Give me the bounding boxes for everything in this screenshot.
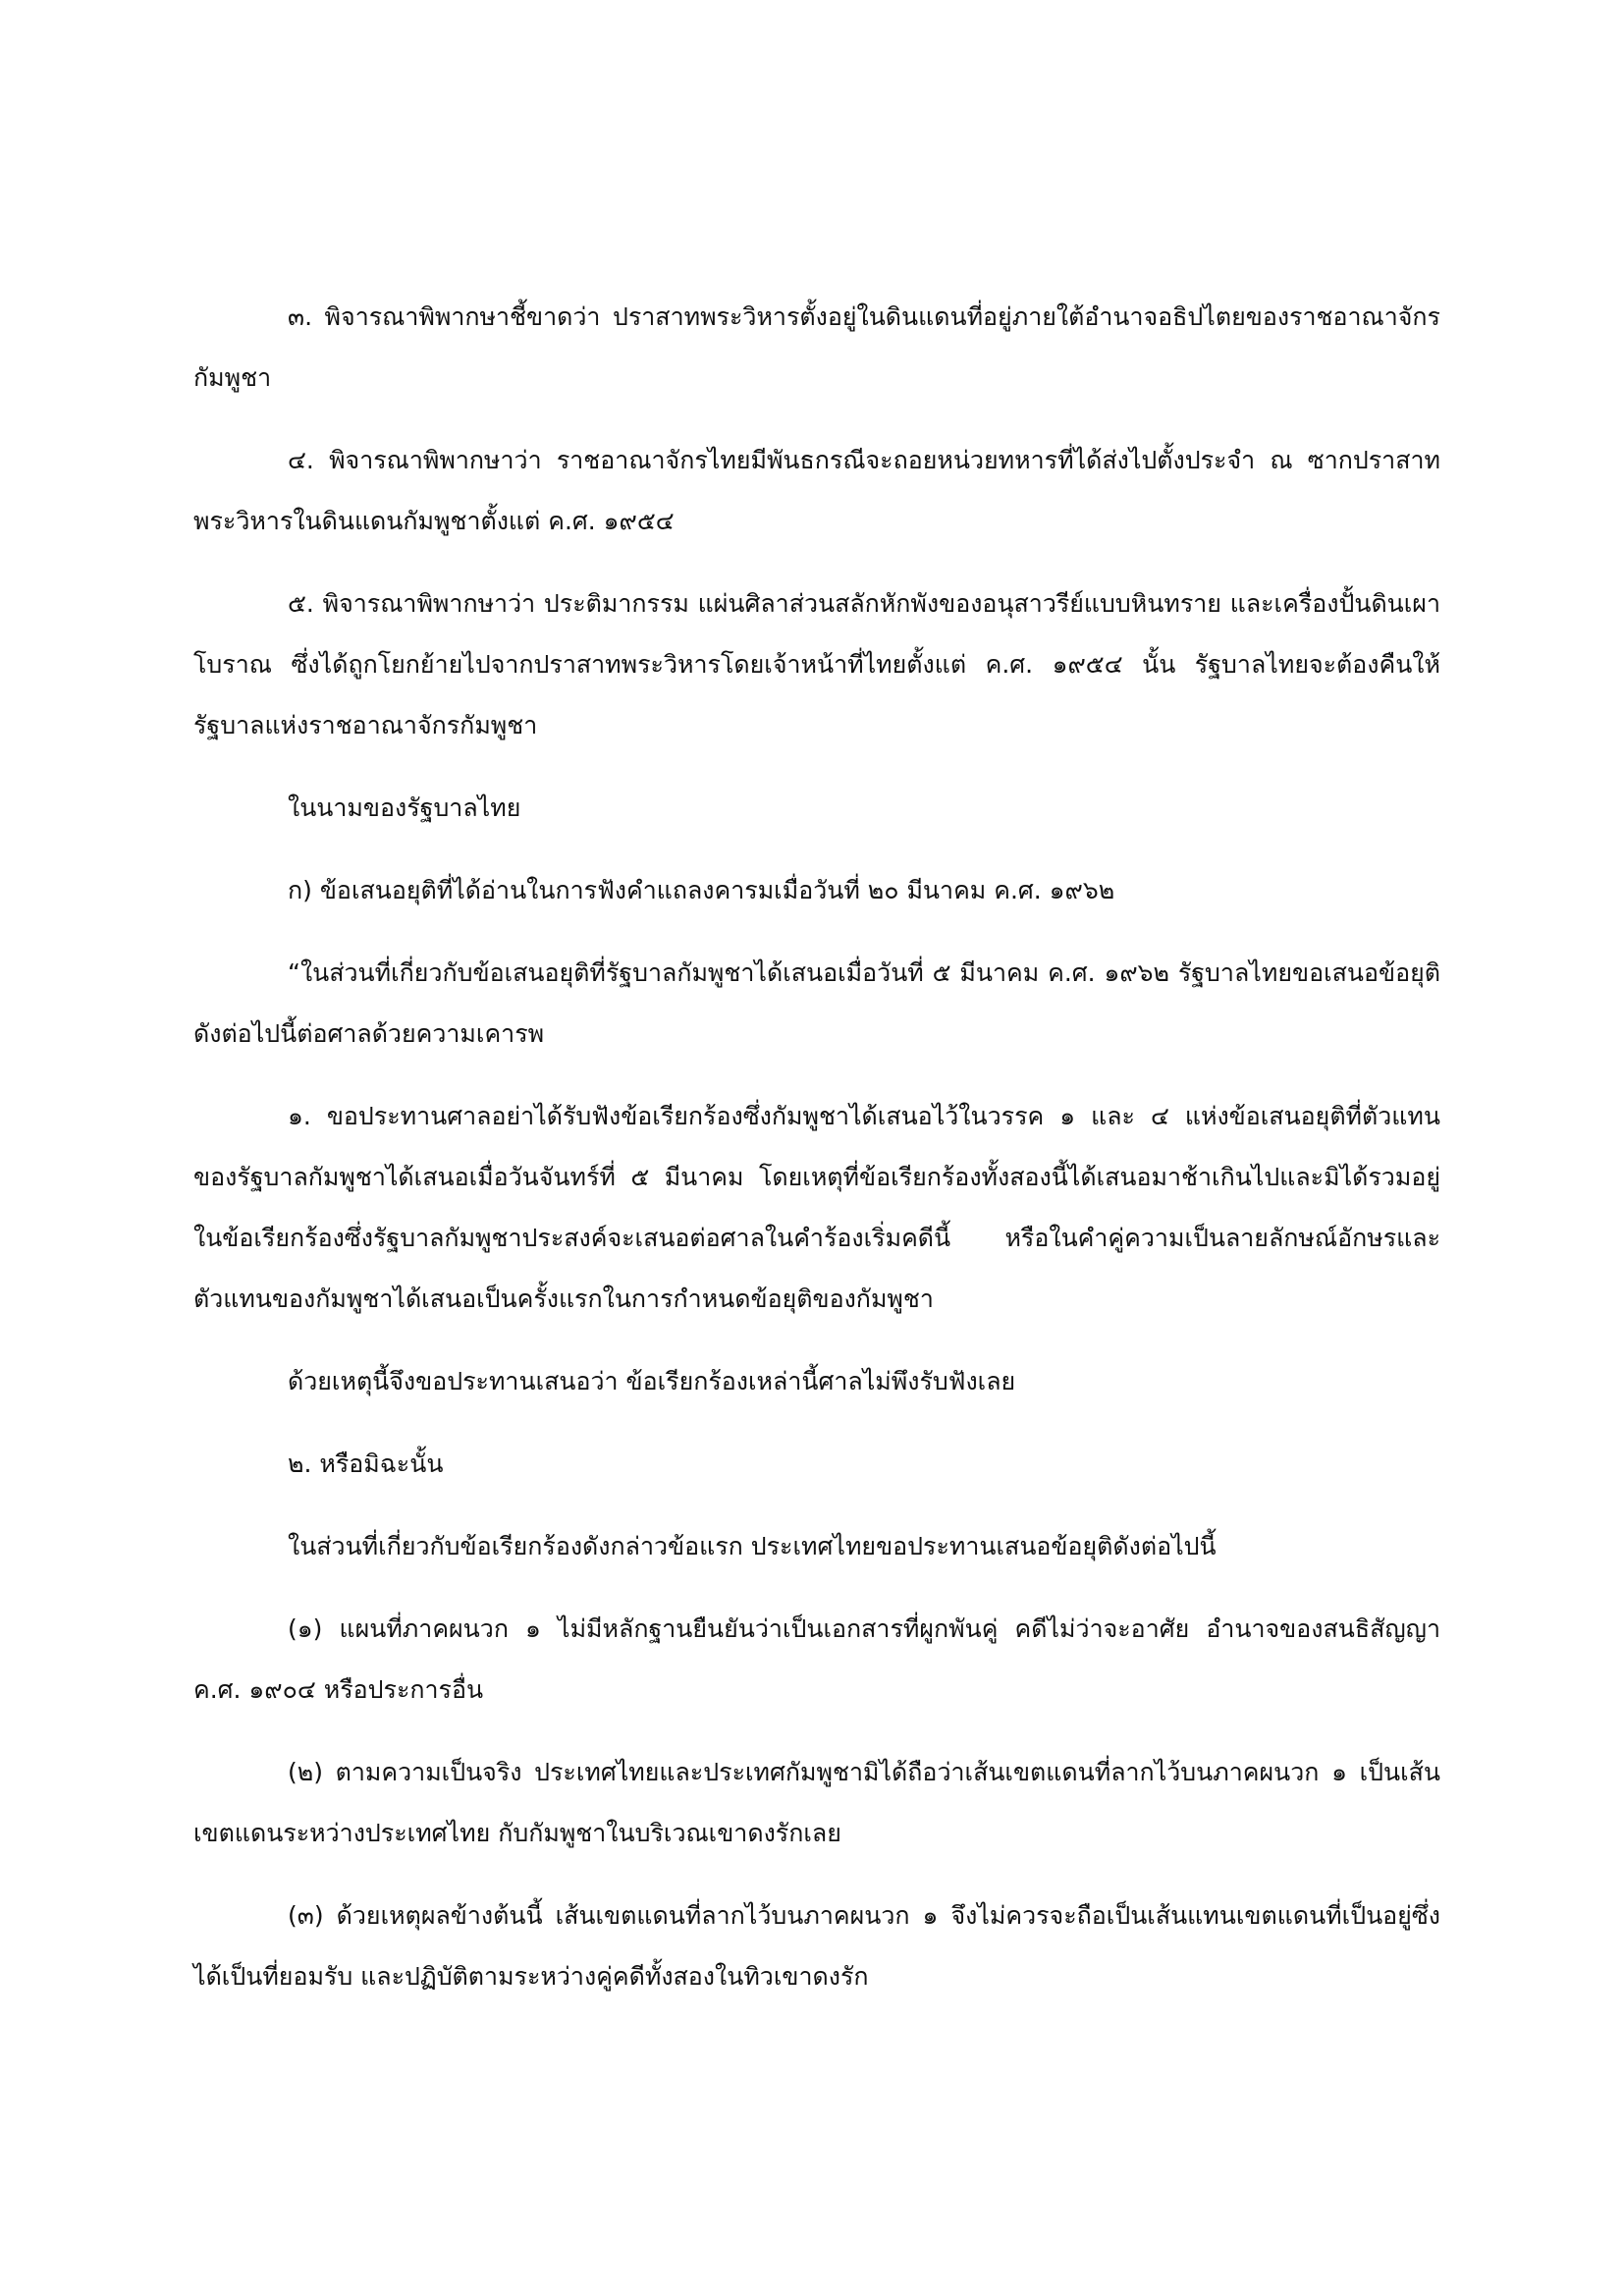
document-body xyxy=(193,287,1440,2029)
paragraph-sub-3-boundary-line: (๓) ด้วยเหตุผลข้างต้นนี้ เส้นเขตแดนที่ลากไว้บนภาคผนวก ๑ จึงไม่ควรจะถือเป็นเส้นแทนเขตแดนที่เป็นอยู่ซึ่งได้เป็นที่ยอมรับ และปฏิบัติตามระหว่างคู่คดีทั้งสองในทิวเขาดงรัก xyxy=(193,1901,1440,1991)
paragraph-submission-a: ก) ข้อเสนอยุติที่ได้อ่านในการฟังคำแถลงคารมเมื่อวันที่ ๒๐ มีนาคม ค.ศ. ๑๙๖๒ xyxy=(288,876,1115,904)
paragraph-item-1-inadmissible: ๑. ขอประทานศาลอย่าได้รับฟังข้อเรียกร้องซึ่งกัมพูชาได้เสนอไว้ในวรรค ๑ และ ๔ แห่งข้อเสนอยุติที่ตัวแทนของรัฐบาลกัมพูชาได้เสนอเมื่อวันจันทร์ที่ ๕ มีนาคม โดยเหตุที่ข้อเรียกร้องทั้งสองนี้ได้เสนอมาช้าเกินไปและมิได้รวมอยู่ในข้อเรียกร้องซึ่งรัฐบาลกัมพูชาประสงค์จะเสนอต่อศาลในคำร้องเริ่มคดีนี้ หรือในคำคู่ความเป็นลายลักษณ์อักษรและตัวแทนของกัมพูชาได้เสนอเป็นครั้งแรกในการกำหนดข้อยุติของกัมพูชา xyxy=(193,1102,1440,1313)
paragraph-sub-2-boundary: (๒) ตามความเป็นจริง ประเทศไทยและประเทศกัมพูชามิได้ถือว่าเส้นเขตแดนที่ลากไว้บนภาคผนวก ๑ เป็นเส้นเขตแดนระหว่างประเทศไทย กับกัมพูชาในบริเวณเขาดงรักเลย xyxy=(193,1758,1440,1847)
paragraph-therefore: ด้วยเหตุนี้จึงขอประทานเสนอว่า ข้อเรียกร้องเหล่านี้ศาลไม่พึงรับฟังเลย xyxy=(288,1367,1016,1395)
paragraph-on-behalf-of-thailand: ในนามของรัฐบาลไทย xyxy=(288,793,521,822)
paragraph-item-3-temple-sovereignty: ๓. พิจารณาพิพากษาชี้ขาดว่า ปราสาทพระวิหารตั้งอยู่ในดินแดนที่อยู่ภายใต้อำนาจอธิปไตยของราชอาณาจักรกัมพูชา xyxy=(193,302,1440,392)
paragraph-item-2-alternatively: ๒. หรือมิฉะนั้น xyxy=(288,1449,444,1478)
paragraph-quote-intro: “ในส่วนที่เกี่ยวกับข้อเสนอยุติที่รัฐบาลกัมพูชาได้เสนอเมื่อวันที่ ๕ มีนาคม ค.ศ. ๑๙๖๒ รัฐบาลไทยขอเสนอข้อยุติดังต่อไปนี้ต่อศาลด้วยความเคารพ xyxy=(193,958,1440,1048)
paragraph-sub-1-annex-map: (๑) แผนที่ภาคผนวก ๑ ไม่มีหลักฐานยืนยันว่าเป็นเอกสารที่ผูกพันคู่ คดีไม่ว่าจะอาศัย อำนาจของสนธิสัญญา ค.ศ. ๑๙๐๔ หรือประการอื่น xyxy=(193,1614,1440,1704)
paragraph-item-4-troop-withdrawal: ๔. พิจารณาพิพากษาว่า ราชอาณาจักรไทยมีพันธกรณีจะถอยหน่วยทหารที่ได้ส่งไปตั้งประจำ ณ ซากปราสาทพระวิหารในดินแดนกัมพูชาตั้งแต่ ค.ศ. ๑๙๕๔ xyxy=(193,446,1440,535)
paragraph-item-5-return-objects: ๕. พิจารณาพิพากษาว่า ประติมากรรม แผ่นศิลาส่วนสลักหักพังของอนุสาวรีย์แบบหินทราย และเครื่องปั้นดินเผาโบราณ ซึ่งได้ถูกโยกย้ายไปจากปราสาทพระวิหารโดยเจ้าหน้าที่ไทยตั้งแต่ ค.ศ. ๑๙๕๔ นั้น รัฐบาลไทยจะต้องคืนให้รัฐบาลแห่งราชอาณาจักรกัมพูชา xyxy=(193,589,1440,739)
paragraph-regarding-first-claim: ในส่วนที่เกี่ยวกับข้อเรียกร้องดังกล่าวข้อแรก ประเทศไทยขอประทานเสนอข้อยุติดังต่อไปนี้ xyxy=(288,1532,1217,1560)
